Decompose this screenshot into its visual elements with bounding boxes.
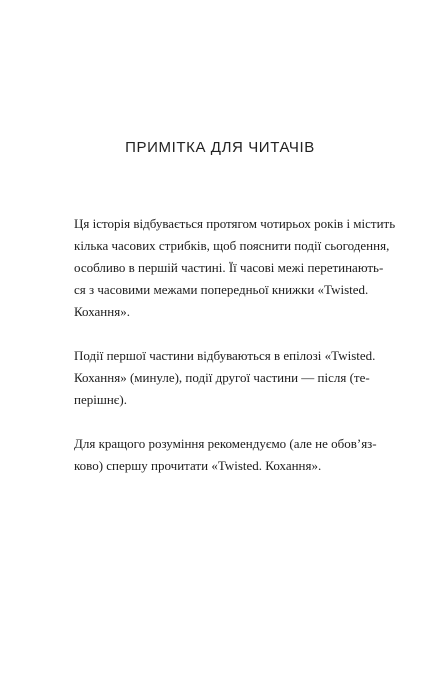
paragraph-1 (74, 213, 396, 323)
text-line: Події першої частини відбуваються в епілозі «Twisted. (74, 348, 376, 363)
text-line: особливо в першій частині. Її часові межі перетинають- (74, 260, 384, 275)
note-body (74, 213, 396, 499)
text-line: Для кращого розуміння рекомендуємо (але не обов’яз- (74, 436, 377, 451)
paragraph-2 (74, 345, 376, 411)
text-line: Кохання» (минуле), події другої частини — після (те- (74, 370, 370, 385)
text-line: ся з часовими межами попередньої книжки «Twisted. (74, 282, 369, 297)
text-line: ково) спершу прочитати «Twisted. Кохання». (74, 458, 322, 473)
paragraph-3 (74, 433, 377, 477)
text-line: Ця історія відбувається протягом чотирьох років і містить (74, 216, 396, 231)
text-line: Кохання». (74, 304, 130, 319)
text-line: кілька часових стрибків, щоб пояснити події сьогодення, (74, 238, 390, 253)
text-line: перішнє). (74, 392, 127, 407)
page-title: ПРИМІТКА ДЛЯ ЧИТАЧІВ (125, 139, 315, 156)
